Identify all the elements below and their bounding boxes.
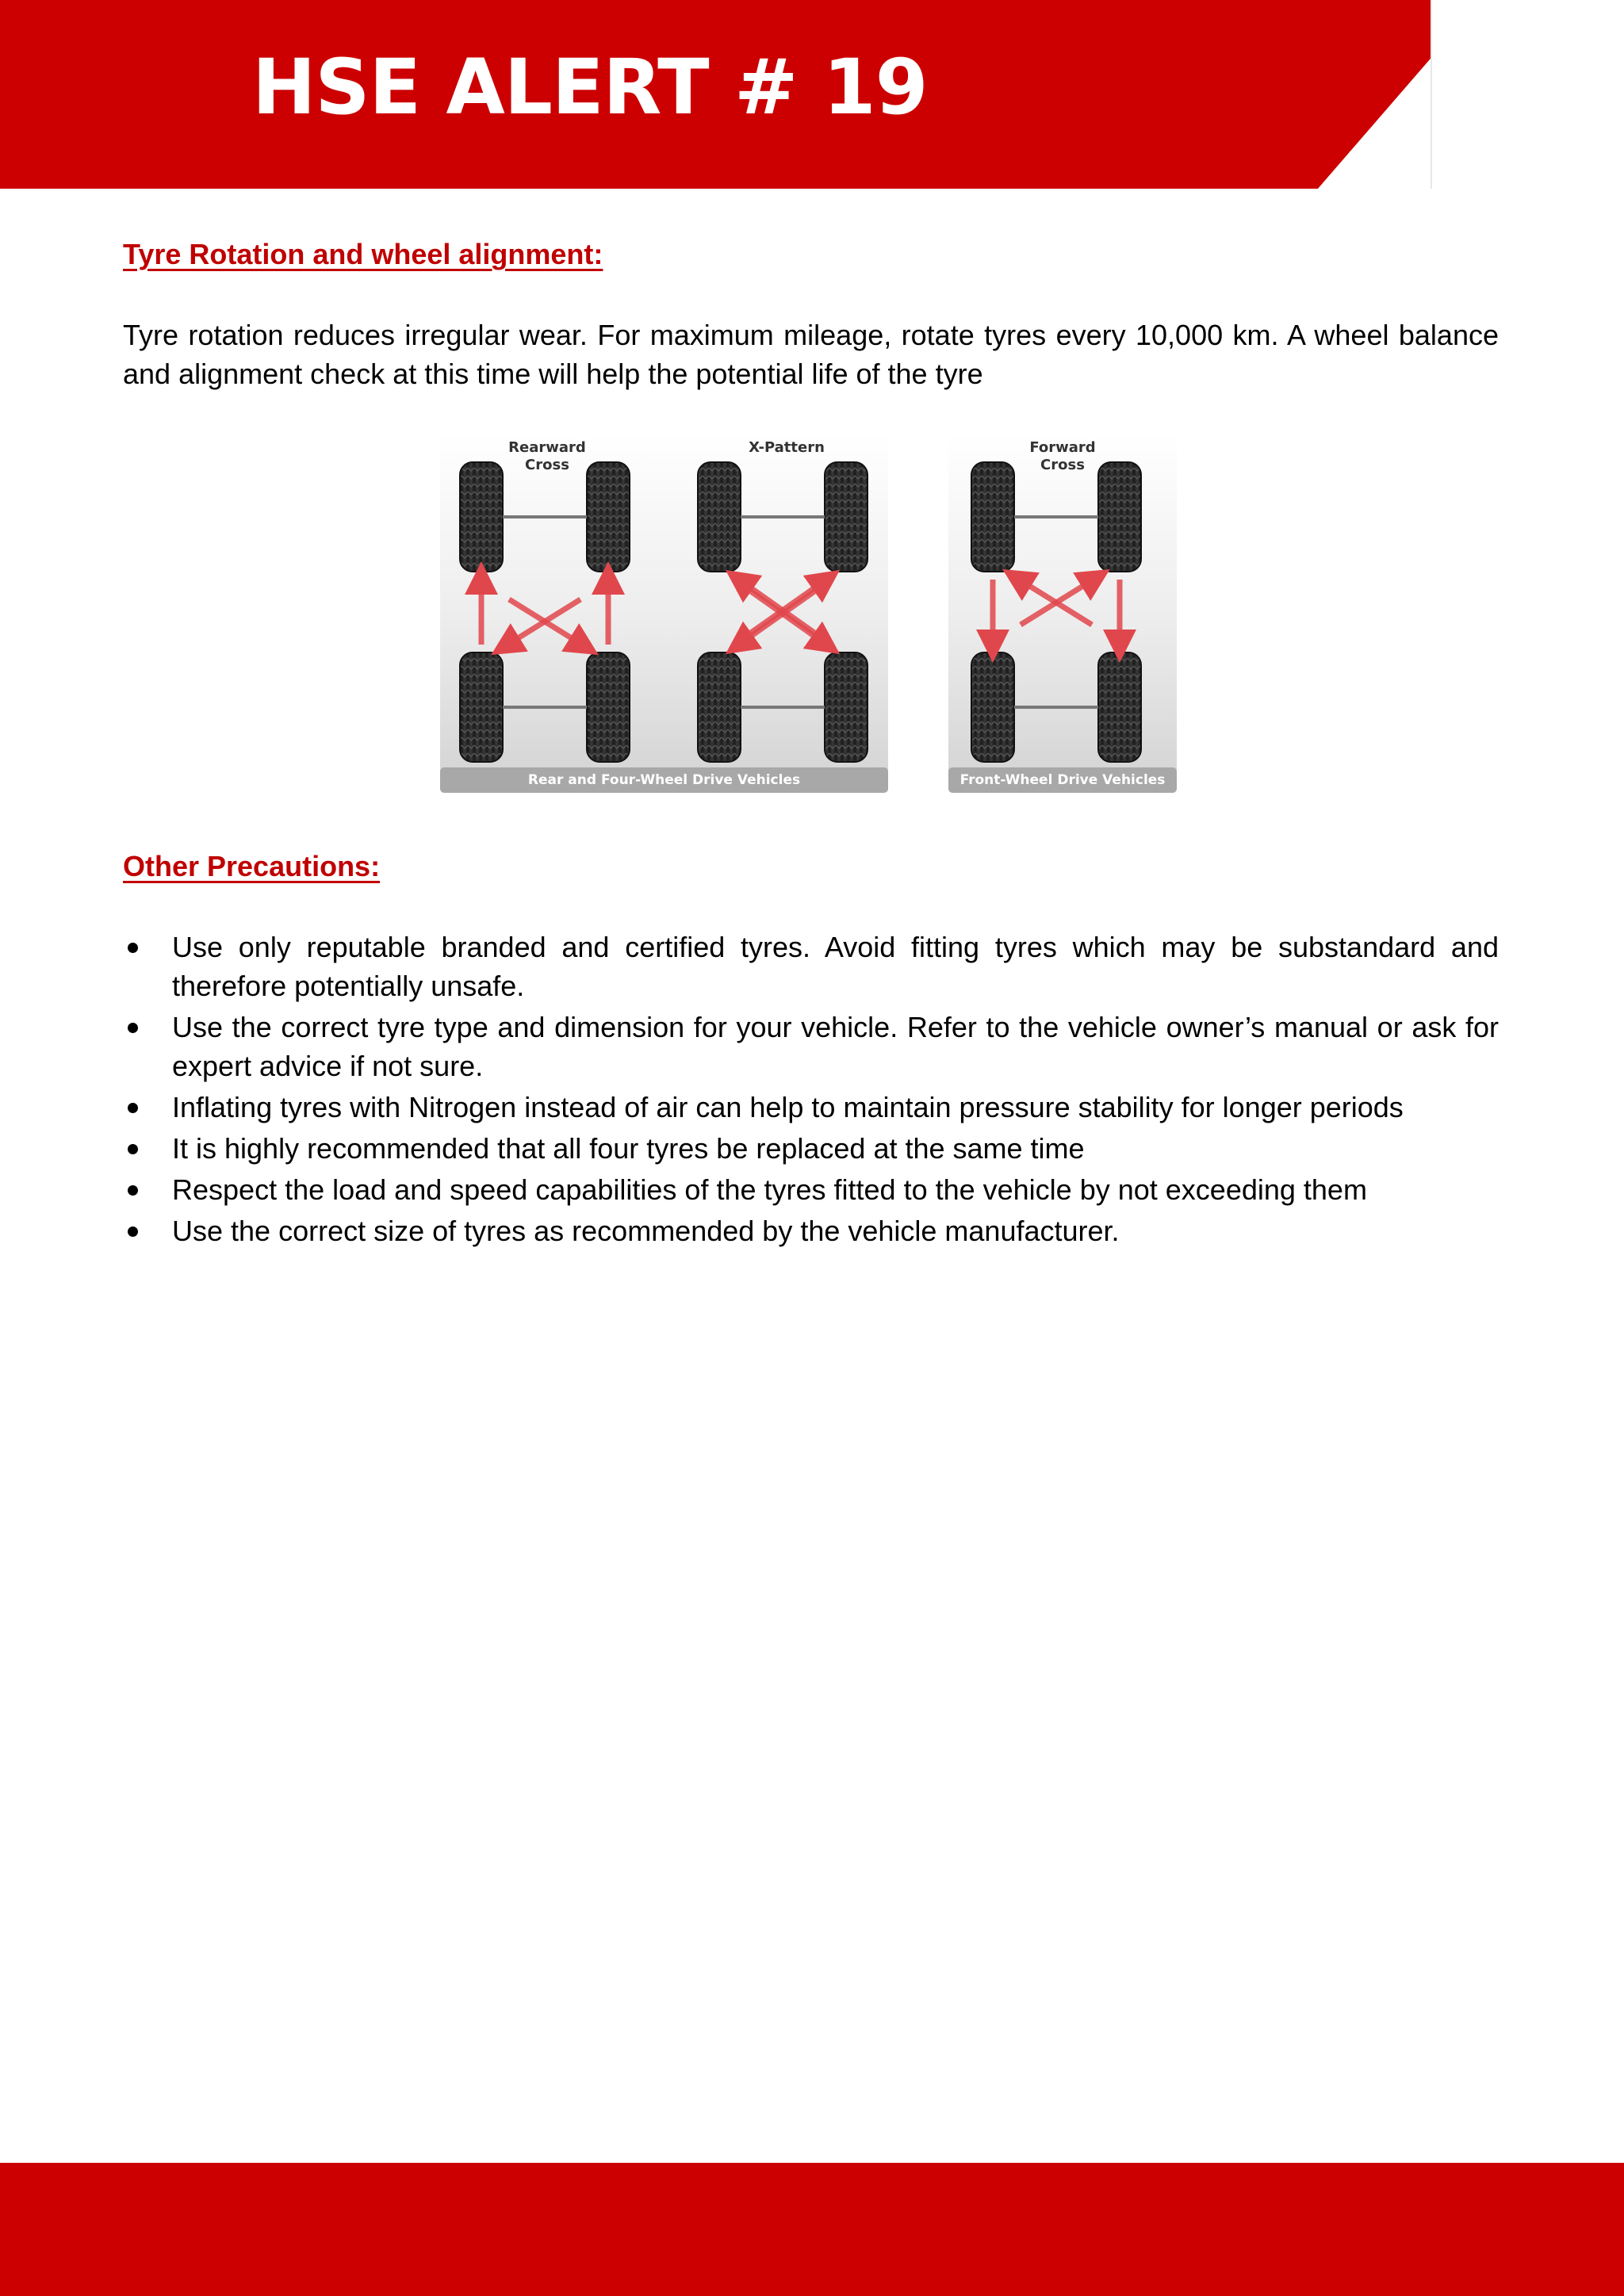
tyre-icon	[1098, 462, 1141, 572]
tyre-icon	[971, 462, 1014, 572]
tyre-icon	[1098, 652, 1141, 762]
tyre-icon	[460, 652, 503, 762]
bullet-icon	[128, 1144, 138, 1154]
list-item	[123, 1088, 1499, 1127]
tyre-rotation-figure	[436, 434, 1182, 807]
tyre-icon	[698, 462, 741, 572]
tyre-rotation-diagram	[436, 434, 1182, 807]
list-item-text: Use only reputable branded and certified tyres. Avoid fitting tyres which may be substandard and therefore potentially unsafe.	[172, 931, 1499, 1002]
panel-label-x-pattern: X-Pattern	[749, 439, 825, 456]
bullet-icon	[128, 943, 138, 953]
tyre-rotation-paragraph: Tyre rotation reduces irregular wear. For maximum mileage, rotate tyres every 10,000 km. A wheel balance and alignment check at this time will help the potential life of the tyre	[123, 319, 1499, 390]
tyre-icon	[971, 652, 1014, 762]
list-item	[123, 1170, 1499, 1209]
bullet-icon	[128, 1103, 138, 1113]
list-item-text: Use the correct size of tyres as recommended by the vehicle manufacturer.	[172, 1215, 1120, 1247]
list-item-text: Inflating tyres with Nitrogen instead of air can help to maintain pressure stability for longer periods	[172, 1091, 1404, 1123]
panel-label-rearward-cross: Rearward Cross	[508, 439, 586, 473]
section-heading-tyre-rotation: Tyre Rotation and wheel alignment:	[123, 238, 603, 270]
section-heading-other-precautions: Other Precautions:	[123, 850, 381, 882]
tyre-icon	[698, 652, 741, 762]
list-item-text: It is highly recommended that all four tyres be replaced at the same time	[172, 1132, 1085, 1165]
tyre-icon	[825, 652, 868, 762]
list-item	[123, 928, 1499, 1005]
tyre-icon	[587, 652, 630, 762]
list-item-text: Use the correct tyre type and dimension for your vehicle. Refer to the vehicle owner’s manual or ask for expert advice if not sure.	[172, 1011, 1499, 1082]
list-item	[123, 1129, 1499, 1168]
tyre-icon	[587, 462, 630, 572]
list-item-text: Respect the load and speed capabilities of the tyres fitted to the vehicle by not exceeding them	[172, 1173, 1367, 1206]
bullet-icon	[128, 1226, 138, 1237]
page-title: HSE ALERT # 19	[252, 43, 928, 132]
bullet-icon	[128, 1023, 138, 1033]
tyre-icon	[825, 462, 868, 572]
strip-label-fwd: Front-Wheel Drive Vehicles	[959, 772, 1166, 788]
precautions-list	[123, 928, 1499, 1253]
strip-label-rear-4wd: Rear and Four-Wheel Drive Vehicles	[527, 772, 801, 788]
list-item	[123, 1008, 1499, 1085]
banner-divider	[1431, 0, 1432, 189]
bullet-icon	[128, 1185, 138, 1196]
tyre-icon	[460, 462, 503, 572]
list-item	[123, 1211, 1499, 1250]
header-banner	[0, 0, 1624, 190]
footer-bar	[0, 2163, 1624, 2296]
panel-label-forward-cross: Forward Cross	[1029, 439, 1096, 473]
